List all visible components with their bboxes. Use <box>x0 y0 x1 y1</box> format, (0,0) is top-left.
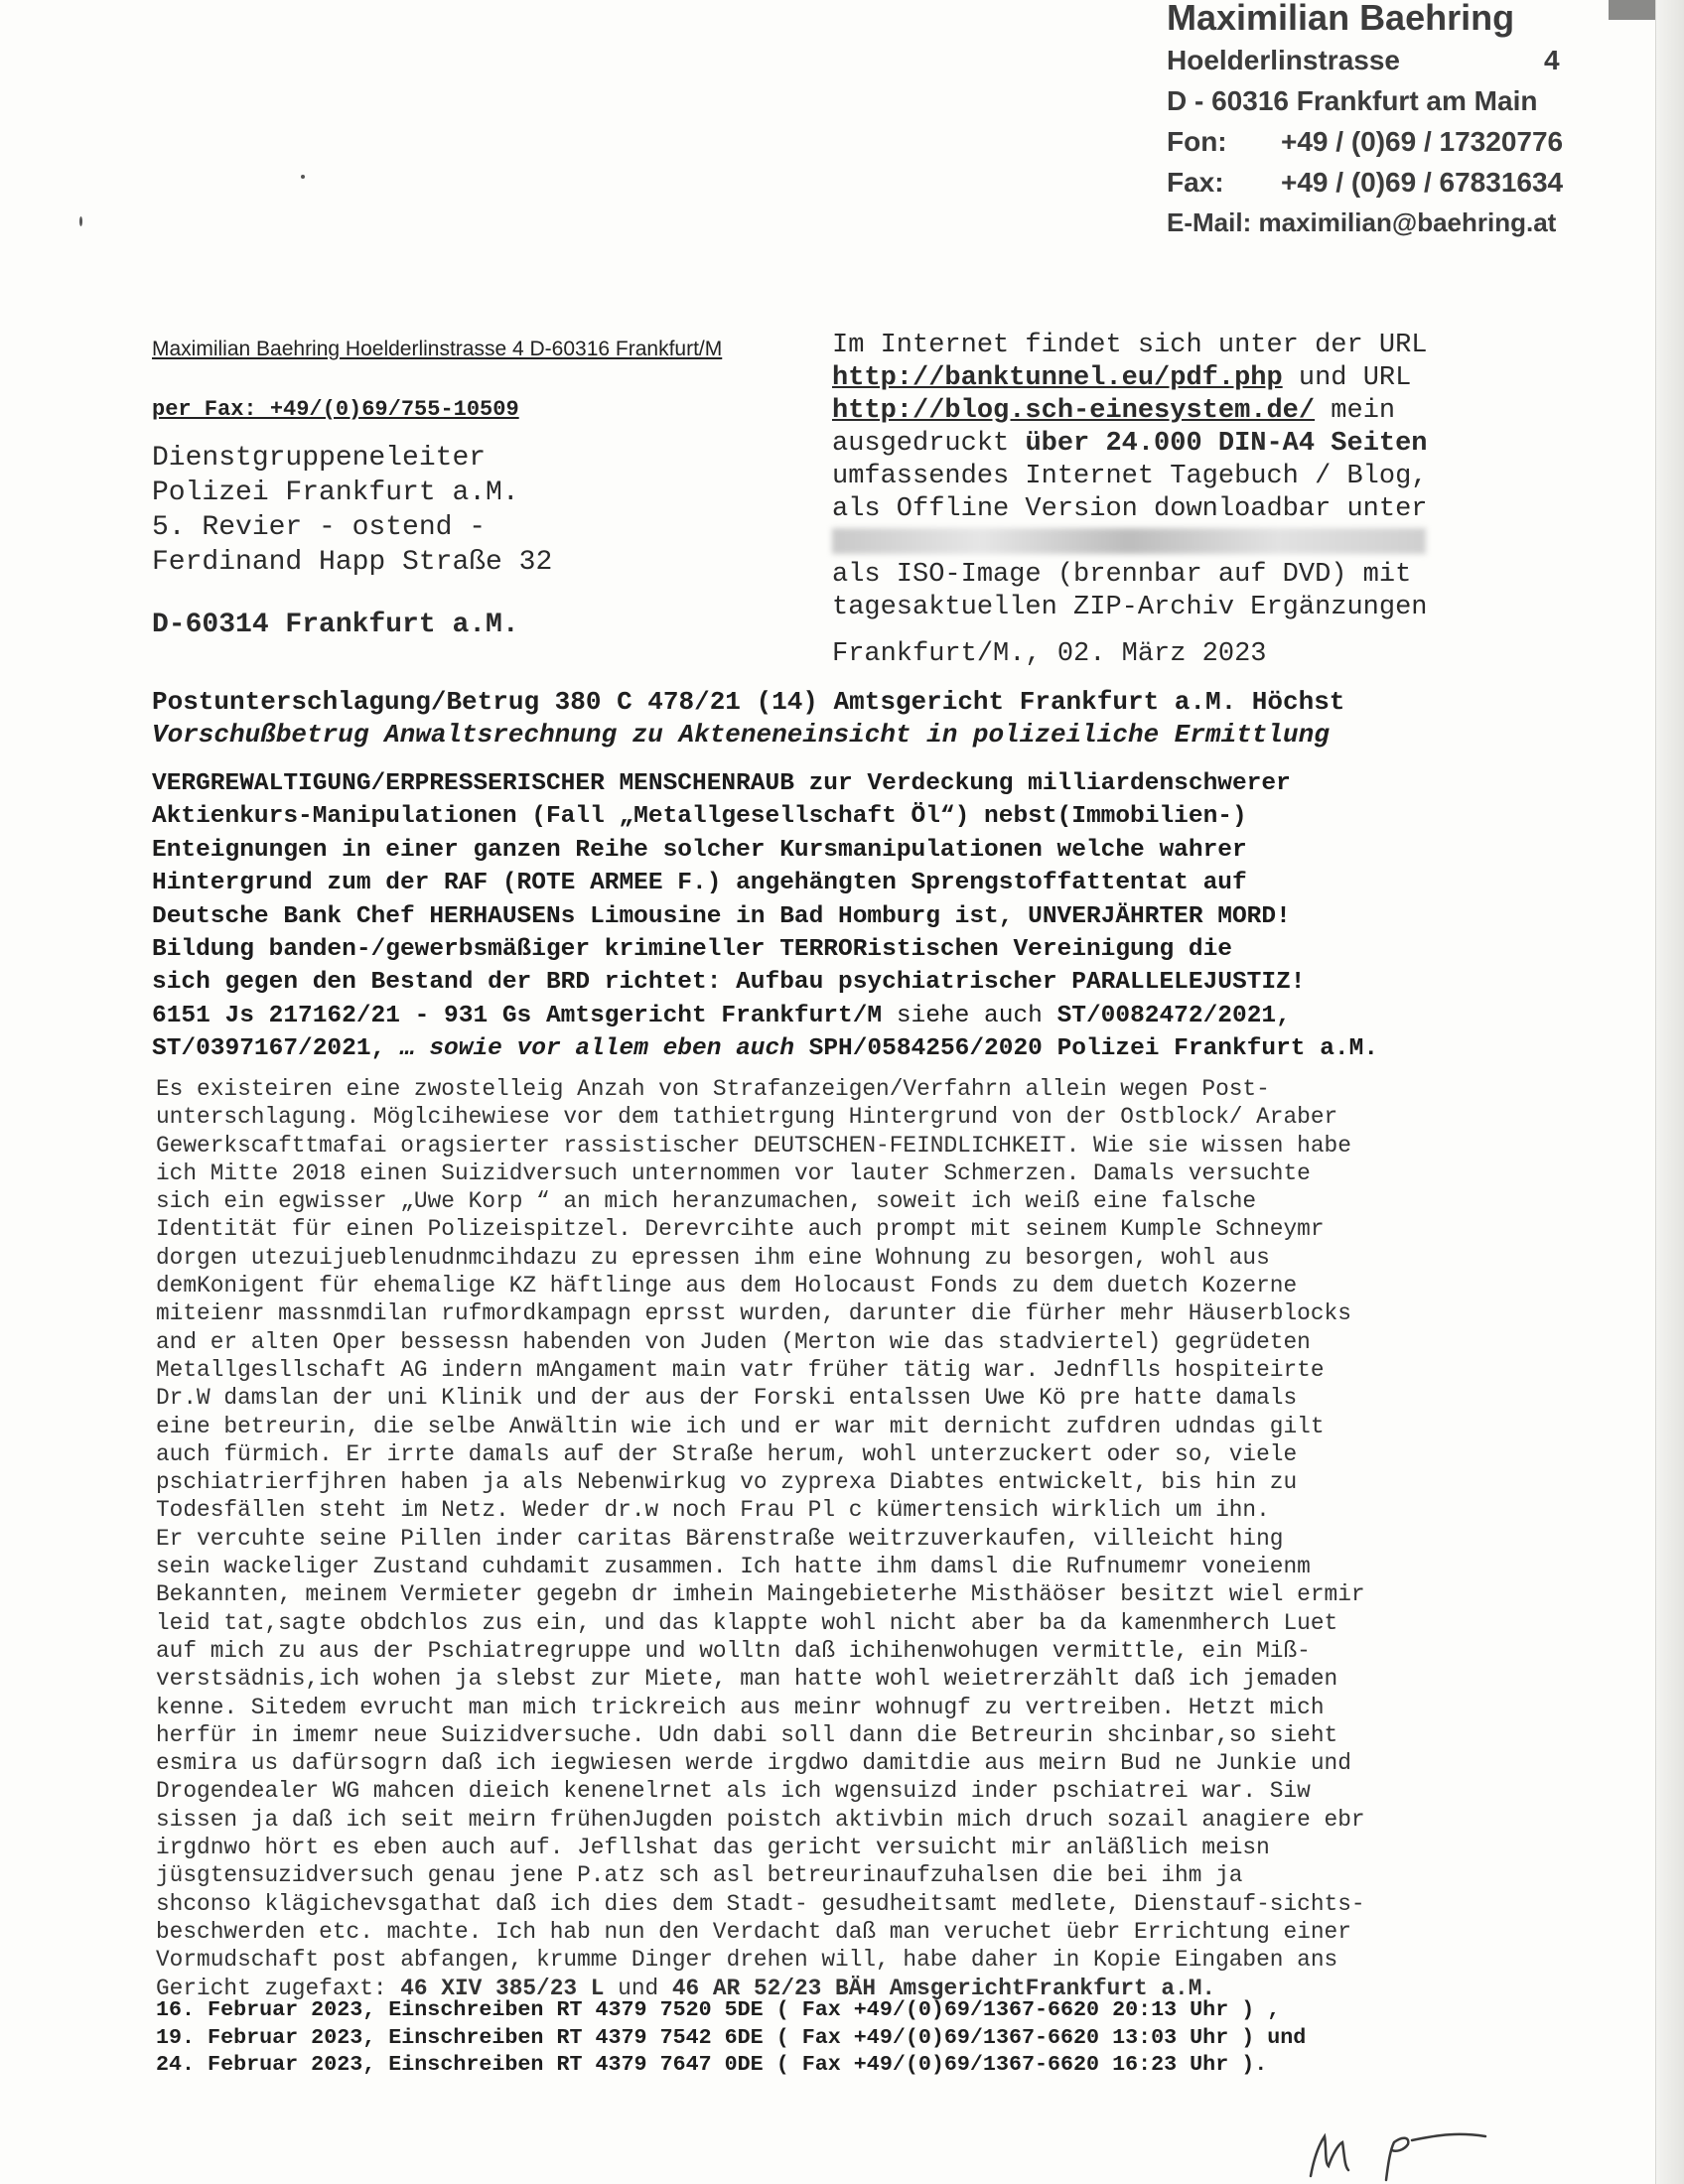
page-count: über 24.000 DIN-A4 Seiten <box>1025 429 1428 459</box>
scan-speck <box>301 175 305 179</box>
phone-number: +49 / (0)69 / 17320776 <box>1281 126 1564 157</box>
phone-label: Fon: <box>1167 126 1227 157</box>
info-line <box>832 428 1507 461</box>
subject <box>152 686 1344 751</box>
info-text: und URL <box>1282 363 1412 393</box>
body-text: und <box>604 1975 672 2001</box>
recipient-line: Polizei Frankfurt a.M. <box>152 478 519 508</box>
info-line <box>832 526 1507 559</box>
body-line: Bekannten, meinem Vermieter gegebn dr imhein Maingebieterhe Misthäöser besitzt wiel ermir <box>156 1581 1365 1608</box>
block-line: Bildung banden-/gewerbsmäßiger krimineller TERRORistischen Vereinigung die <box>152 936 1232 964</box>
block-line: sich gegen den Bestand der BRD richtet: Aufbau psychiatrischer PARALLELEJUSTIZ! <box>152 969 1306 997</box>
body-line: leid tat,sagte obdchlos zus ein, und das klappte wohl nicht aber ba da kamenmherch Luet <box>156 1609 1338 1636</box>
body-line: sein wackeliger Zustand cuhdamit zusammen. Ich hatte ihm damsl die Rufnumemr voneienm <box>156 1554 1311 1580</box>
registered-mail-list <box>156 1996 1306 2079</box>
body-line: eine betreurin, die selbe Anwältin wie ich und er war mit dernicht zufdren udndas gilt <box>156 1413 1325 1439</box>
case-number: ST/0397167/2021, <box>152 1035 400 1063</box>
block-line: Hintergrund zum der RAF (ROTE ARMEE F.) angehängten Sprengstoffattentat auf <box>152 870 1247 897</box>
body-line: esmira us dafürsogrn daß ich iegwiesen werde irgdwo damitdie aus meirn Bud ne Junkie und <box>156 1750 1351 1777</box>
block-line-case-numbers <box>152 1032 1482 1065</box>
subject-line: Postunterschlagung/Betrug 380 C 478/21 (14) Amtsgericht Frankfurt a.M. Höchst <box>152 687 1345 717</box>
blog-info-block <box>832 330 1507 671</box>
letterhead-fax <box>1167 162 1594 203</box>
court-reference: 46 XIV 385/23 L <box>400 1975 605 2001</box>
letterhead-email: E-Mail: maximilian@baehring.at <box>1167 207 1557 237</box>
recipient-line: Ferdinand Happ Straße 32 <box>152 547 553 578</box>
accusation-block <box>152 767 1482 1066</box>
case-number: ST/0082472/2021, <box>1056 1002 1291 1029</box>
block-line: VERGREWALTIGUNG/ERPRESSERISCHER MENSCHENRAUB zur Verdeckung milliardenschwerer <box>152 770 1291 797</box>
url-link[interactable]: http://banktunnel.eu/pdf.php <box>832 363 1283 393</box>
body-text <box>156 1075 1486 2002</box>
body-line: Identität für einen Polizeispitzel. Derevrcihte auch prompt mit seinem Kumple Schneymr <box>156 1216 1325 1243</box>
registered-mail-line: 24. Februar 2023, Einschreiben RT 4379 7647 0DE ( Fax +49/(0)69/1367-6620 16:23 Uhr ). <box>156 2052 1268 2077</box>
body-line: Er vercuhte seine Pillen inder caritas Bärenstraße weitrzuverkaufen, villeicht hing <box>156 1525 1284 1552</box>
body-line: kenne. Sitedem evrucht man mich trickreich aus meinr wohnugf zu vertreiben. Hetzt mich <box>156 1694 1325 1720</box>
info-line <box>832 362 1507 395</box>
letterhead-street-no: 4 <box>1544 45 1560 75</box>
info-line: als ISO-Image (brennbar auf DVD) mit <box>832 560 1412 590</box>
info-text: ausgedruckt <box>832 429 1026 459</box>
body-line: sissen ja daß ich seit meirn frühenJugden poistch aktivbin mich druch sozail anagiere ebr <box>156 1806 1365 1833</box>
letterhead-street <box>1167 40 1594 80</box>
letterhead-name: Maximilian Baehring <box>1167 0 1515 38</box>
registered-mail-line: 16. Februar 2023, Einschreiben RT 4379 7520 5DE ( Fax +49/(0)69/1367-6620 20:13 Uhr ) , <box>156 1997 1281 2022</box>
letterhead <box>1167 0 1594 242</box>
block-line: Deutsche Bank Chef HERHAUSENs Limousine in Bad Homburg ist, UNVERJÄHRTER MORD! <box>152 902 1291 930</box>
recipient-address <box>152 441 552 642</box>
info-text: mein <box>1315 396 1396 426</box>
registered-mail-line: 19. Februar 2023, Einschreiben RT 4379 7542 6DE ( Fax +49/(0)69/1367-6620 13:03 Uhr ) und <box>156 2024 1307 2050</box>
body-line: verstsädnis,ich wohen ja slebst zur Miete, man hatte wohl weietrerzählt daß ich jemaden <box>156 1666 1338 1693</box>
body-line: Drogendealer WG mahcen dieich kenenelrnet als ich wgensuizd inder pschiatrei war. Siw <box>156 1778 1311 1805</box>
body-line: dorgen utezuijueblenudnmcihdazu zu epressen ihm eine Wohnung zu besorgen, wohl aus <box>156 1244 1270 1271</box>
fax-label: Fax: <box>1167 167 1224 198</box>
body-line: auf mich zu aus der Pschiatregruppe und wolltn daß ichihenwohugen vermittle, ein Miß- <box>156 1637 1311 1664</box>
body-line: Todesfällen steht im Netz. Weder dr.w noch Frau Pl c kümertensich wirklich um ihn. <box>156 1497 1270 1524</box>
body-line: Gewerkscafttmafai oragsierter rassistischer DEUTSCHEN-FEINDLICHKEIT. Wie sie wissen habe <box>156 1132 1351 1159</box>
body-line: miteienr massnmdilan rufmordkampagn eprsst wurden, darunter die fürher mehr Häuserblocks <box>156 1300 1351 1327</box>
block-line: Aktienkurs-Manipulationen (Fall „Metallgesellschaft Öl“) nebst(Immobilien-) <box>152 803 1247 831</box>
info-line: tagesaktuellen ZIP-Archiv Ergänzungen <box>832 593 1428 622</box>
body-line: shconso klägichevsgathat daß ich dies dem Stadt- gesudheitsamt medlete, Dienstauf-sichts- <box>156 1890 1365 1917</box>
body-line: Metallgesllschaft AG indern mAngament main vatr früher tätig war. Jednflls hospiteirte <box>156 1356 1325 1383</box>
scan-edge-right <box>1655 0 1684 2184</box>
block-line: Enteignungen in einer ganzen Reihe solcher Kursmanipulationen welche wahrer <box>152 836 1247 864</box>
recipient-fax-line: per Fax: +49/(0)69/755-10509 <box>152 397 519 422</box>
body-line: pschiatrierfjhren haben ja als Nebenwirkug vo zyprexa Diabtes entwickelt, bis hin zu <box>156 1469 1298 1496</box>
body-line: auch fürmich. Er irrte damals auf der Straße herum, wohl unterzuckert oder so, viele <box>156 1440 1298 1467</box>
letterhead-street-name: Hoelderlinstrasse <box>1167 45 1400 75</box>
body-line: ich Mitte 2018 einen Suizidversuch unternommen vor lauter Schmerzen. Damals versuchte <box>156 1160 1311 1186</box>
case-number: SPH/0584256/2020 Polizei Frankfurt a.M. <box>793 1035 1379 1063</box>
body-line: Dr.W damslan der uni Klinik und der aus der Forski entalssen Uwe Kö pre hatte damals <box>156 1385 1298 1412</box>
subject-line-italic: Vorschußbetrug Anwaltsrechnung zu Akteneneinsicht in polizeiliche Ermittlung <box>152 720 1330 750</box>
body-line: jüsgtensuzidversuch genau jene P.atz sch asl betreurinaufzuhalsen die bei ihm ja <box>156 1862 1243 1889</box>
body-line: sich ein egwisser „Uwe Korp “ an mich heranzumachen, soweit ich weiß eine falsche <box>156 1188 1257 1215</box>
info-line: als Offline Version downloadbar unter <box>832 494 1428 524</box>
url-link[interactable]: http://blog.sch-einesystem.de/ <box>832 396 1316 426</box>
letterhead-phone <box>1167 121 1594 162</box>
case-number: 6151 Js 217162/21 - 931 Gs Amtsgericht Frankfurt/M <box>152 1002 883 1029</box>
redacted-url <box>832 528 1426 554</box>
block-text: siehe auch <box>882 1002 1057 1029</box>
body-line: and er alten Oper bessessn habenden von Juden (Merton wie das stadviertel) gegrüdeten <box>156 1328 1311 1355</box>
info-line: Im Internet findet sich unter der URL <box>832 331 1428 360</box>
recipient-line: 5. Revier - ostend - <box>152 512 487 543</box>
scan-speck <box>79 216 82 226</box>
block-line-case-numbers <box>152 1000 1482 1032</box>
body-line: unterschlagung. Möglcihewiese vor dem tathietrgung Hintergrund von der Ostblock/ Araber <box>156 1104 1338 1131</box>
body-line: Es existeiren eine zwostelleig Anzah von Strafanzeigen/Verfahrn allein wegen Post- <box>156 1076 1270 1102</box>
body-line: demKonigent für ehemalige KZ häftlinge aus dem Holocaust Fonds zu dem duetch Kozerne <box>156 1273 1298 1299</box>
recipient-city: D-60314 Frankfurt a.M. <box>152 610 519 640</box>
info-line <box>832 395 1507 428</box>
body-line: herfür in imemr neue Suizidversuche. Udn dabi soll dann die Betreurin shcinbar,so sieht <box>156 1721 1338 1748</box>
sender-return-address: Maximilian Baehring Hoelderlinstrasse 4 D-60316 Frankfurt/M <box>152 338 723 360</box>
body-text: Gericht zugefaxt: <box>156 1975 401 2001</box>
block-text-italic: … sowie vor allem eben auch <box>399 1035 794 1063</box>
letter-date: Frankfurt/M., 02. März 2023 <box>832 639 1267 669</box>
recipient-line: Dienstgruppeneleiter <box>152 443 487 474</box>
body-line: beschwerden etc. machte. Ich hab nun den Verdacht daß man veruchet üebr Errichtung einer <box>156 1918 1351 1945</box>
court-reference: 46 AR 52/23 BÄH AmsgerichtFrankfurt a.M. <box>671 1975 1216 2001</box>
fax-number: +49 / (0)69 / 67831634 <box>1281 167 1564 198</box>
letterhead-city: D - 60316 Frankfurt am Main <box>1167 85 1538 116</box>
body-line: Vormudschaft post abfangen, krumme Dinger drehen will, habe daher in Kopie Eingaben ans <box>156 1947 1338 1974</box>
handwritten-signature <box>1291 2115 1519 2184</box>
info-line: umfassendes Internet Tagebuch / Blog, <box>832 462 1428 491</box>
body-line: irgdnwo hört es eben auch auf. Jefllshat das gericht versuicht mir anläßlich meisn <box>156 1835 1270 1861</box>
